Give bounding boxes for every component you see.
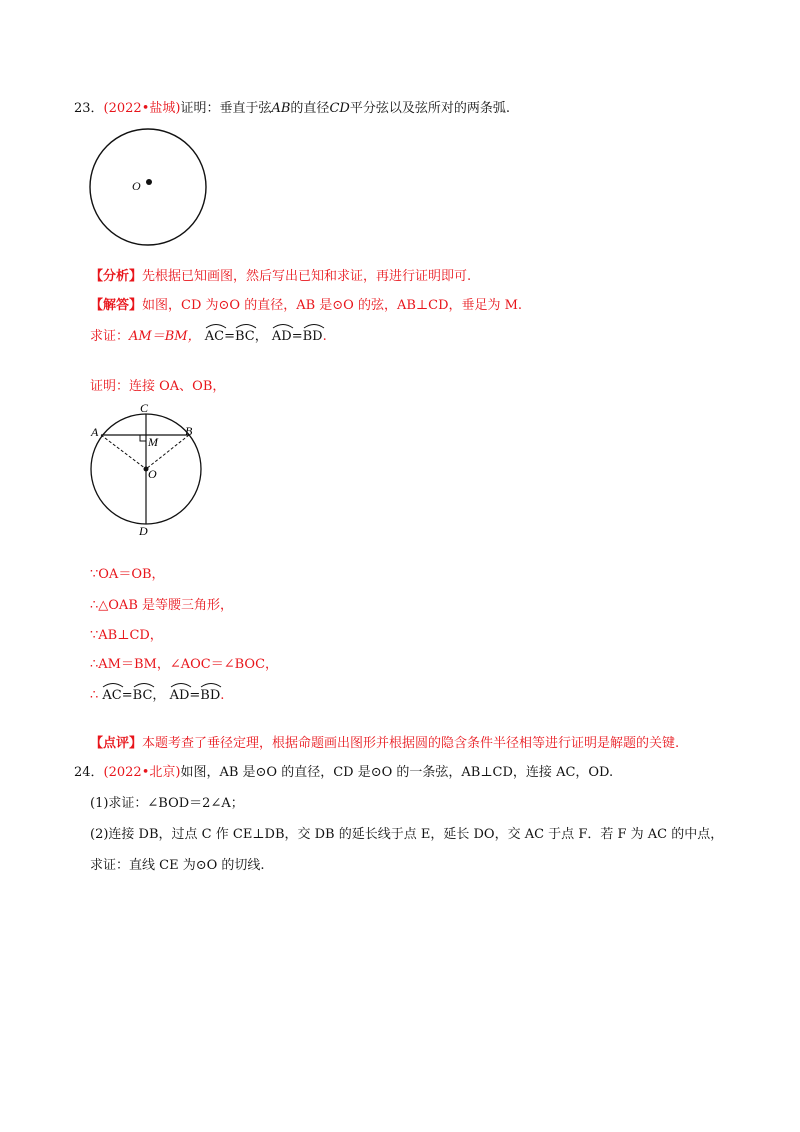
q23-comment (90, 735, 679, 753)
therefore-symbol: ∴ (90, 688, 99, 703)
arc-mark (102, 680, 124, 688)
arc-equation-1 (205, 329, 327, 344)
arc-ad (170, 687, 190, 705)
arc-ac-label: AC (102, 688, 122, 703)
eq-3: = (121, 688, 133, 703)
arc-bc (133, 687, 153, 705)
eq-1: = (224, 329, 235, 344)
prove-label: 求证： (90, 329, 130, 344)
arc-ac (102, 687, 121, 705)
arc-ad-label: AD (169, 688, 190, 703)
circle-outline (90, 129, 206, 245)
arc-ac (205, 328, 224, 346)
q23-number: 23． (74, 101, 104, 116)
q23-stem-a: 证明：垂直于弦 (180, 101, 272, 116)
arc-mark (303, 321, 325, 329)
label-m: M (148, 435, 158, 449)
arc-bd (200, 687, 220, 705)
label-d: D (139, 524, 148, 538)
label-a: A (91, 425, 99, 439)
proof-step-2: ∴△OAB 是等腰三角形， (90, 598, 234, 613)
q23-stem (74, 100, 510, 118)
arc-ad (272, 328, 292, 346)
q24-stem-text: 如图，AB 是⊙O 的直径，CD 是⊙O 的一条弦，AB⊥CD，连接 AC，OD. (180, 765, 614, 780)
comma-2: ， (152, 688, 166, 703)
q24-part2-cont: 求证：直线 CE 为⊙O 的切线. (90, 858, 265, 873)
analysis-text: 先根据已知画图，然后写出已知和求证，再进行证明即可. (142, 269, 472, 284)
period-2: . (220, 688, 225, 703)
q24-source: (2022•北京) (103, 765, 181, 780)
arc-equation-2 (102, 688, 224, 703)
q23-cd: CD (329, 101, 350, 116)
label-c: C (140, 401, 149, 415)
proof-step-4: ∴AM＝BM，∠AOC＝∠BOC， (90, 657, 279, 672)
q23-analysis (90, 268, 471, 286)
arc-bd-label: BD (302, 329, 323, 344)
q24-part1: (1)求证：∠BOD＝2∠A； (90, 796, 244, 811)
arc-mark (272, 321, 294, 329)
q23-prove (90, 328, 327, 346)
eq-4: = (189, 688, 201, 703)
arc-bc-label: BC (132, 688, 153, 703)
arc-bd (303, 328, 323, 346)
proof-step-5 (90, 687, 224, 705)
answer-tag: 【解答】 (90, 298, 143, 313)
q23-figure-chord (86, 400, 216, 540)
arc-mark (133, 680, 155, 688)
right-angle-mark (140, 435, 146, 441)
label-o: O (132, 179, 141, 193)
arc-ad-label: AD (271, 329, 292, 344)
arc-bc-label: BC (234, 329, 255, 344)
label-b: B (185, 424, 193, 438)
comma-1: ， (254, 329, 268, 344)
proof-step-1: ∵OA＝OB， (90, 567, 165, 582)
q24-part2: (2)连接 DB，过点 C 作 CE⊥DB，交 DB 的延长线于点 E，延长 DO，交 AC 于点 F．若 F 为 AC 的中点， (90, 827, 724, 842)
q24-number: 24． (74, 765, 104, 780)
eq-2: = (291, 329, 303, 344)
arc-mark (170, 680, 192, 688)
arc-mark (235, 321, 257, 329)
arc-bc (235, 328, 255, 346)
arc-bd-label: BD (200, 688, 221, 703)
comment-tag: 【点评】 (90, 736, 143, 751)
comment-text: 本题考查了垂径定理，根据命题画出图形并根据圆的隐含条件半径相等进行证明是解题的关键. (142, 736, 680, 751)
q23-stem-b: 的直径 (290, 101, 330, 116)
segment-oa (101, 435, 146, 469)
period-1: . (322, 329, 327, 344)
label-o: O (148, 467, 157, 481)
answer-text: 如图，CD 为⊙O 的直径，AB 是⊙O 的弦，AB⊥CD，垂足为 M. (142, 298, 523, 313)
q23-ab: AB (271, 101, 291, 116)
arc-mark (200, 680, 222, 688)
prove-expr: AM＝BM， (129, 329, 201, 344)
proof-step-3: ∵AB⊥CD， (90, 628, 163, 643)
center-point (146, 179, 152, 185)
q23-answer (90, 297, 522, 315)
arc-mark (205, 321, 227, 329)
q23-figure-circle (86, 125, 210, 249)
q24-stem (74, 764, 613, 782)
q23-proof-intro: 证明：连接 OA、OB， (90, 379, 226, 394)
arc-ac-label: AC (204, 329, 225, 344)
q23-stem-c: 平分弦以及弦所对的两条弧. (349, 101, 510, 116)
analysis-tag: 【分析】 (90, 269, 143, 284)
q23-source: (2022•盐城) (103, 101, 181, 116)
